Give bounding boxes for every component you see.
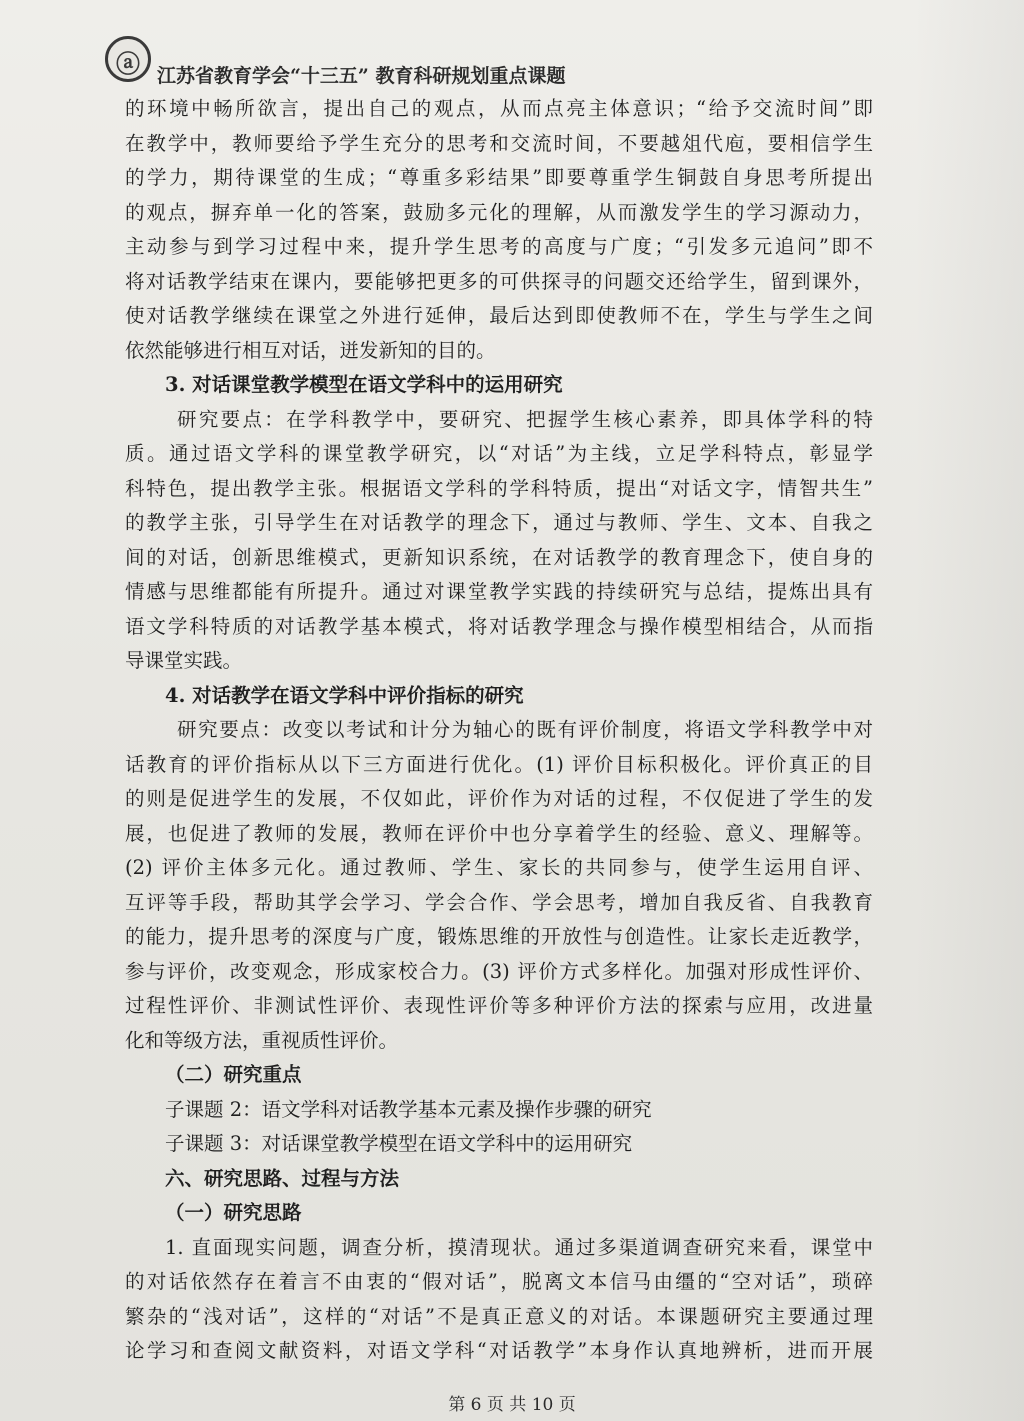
text-line: 互评等手段，帮助其学会学习、学会合作、学会思考，增加自我反省、自我教育 [125,890,873,914]
text-line: 化和等级方法，重视质性评价。 [125,1028,399,1052]
subtopic-line: 子课题 2：语文学科对话教学基本元素及操作步骤的研究 [165,1097,652,1121]
text-line: 的教学主张，引导学生在对话教学的理念下，通过与教师、学生、文本、自我之 [125,511,873,534]
text-line: 导课堂实践。 [125,649,243,672]
header-title: 江苏省教育学会“十三五” 教育科研规划重点课题 [157,65,566,87]
page-footer: 第 6 页 共 10 页 [448,1395,576,1415]
page-shading [914,0,1024,1421]
section-heading: 3. 对话课堂教学模型在语文学科中的运用研究 [165,373,563,396]
text-line: 的环境中畅所欲言，提出自己的观点，从而点亮主体意识；“给予交流时间”即 [125,97,873,120]
text-line: 参与评价，改变观念，形成家校合力。(3) 评价方式多样化。加强对形成性评价、 [125,959,873,983]
text-line: 1. 直面现实问题，调查分析，摸清现状。通过多渠道调查研究来看，课堂中 [165,1235,873,1259]
text-line: 在教学中，教师要给予学生充分的思考和交流时间，不要越俎代庖，要相信学生 [125,131,873,155]
text-line: 的对话依然存在着言不由衷的“假对话”，脱离文本信马由缰的“空对话”，琐碎 [125,1270,873,1293]
text-line: 研究要点：改变以考试和计分为轴心的既有评价制度，将语文学科教学中对 [177,718,873,741]
text-line: 的观点，摒弃单一化的答案，鼓励多元化的理解，从而激发学生的学习源动力， [125,200,873,224]
text-line: 间的对话，创新思维模式，更新知识系统，在对话教学的教育理念下，使自身的 [125,545,873,569]
text-line: 的则是促进学生的发展，不仅如此，评价作为对话的过程，不仅促进了学生的发 [125,787,873,810]
text-line: 将对话教学结束在课内，要能够把更多的可供探寻的问题交还给学生，留到课外， [125,269,873,293]
text-line: 过程性评价、非测试性评价、表现性评价等多种评价方法的探索与应用，改进量 [125,994,873,1017]
text-line: 依然能够进行相互对话，迸发新知的目的。 [125,338,496,362]
text-line: (2) 评价主体多元化。通过教师、学生、家长的共同参与，使学生运用自评、 [125,856,873,879]
body-text [125,92,873,1369]
text-line: 语文学科特质的对话教学基本模式，将对话教学理念与操作模型相结合，从而指 [125,614,873,638]
text-line: 繁杂的“浅对话”，这样的“对话”不是真正意义的对话。本课题研究主要通过理 [125,1304,873,1328]
page-header [105,36,705,86]
text-line: 的学力，期待课堂的生成；“尊重多彩结果”即要尊重学生铜鼓自身思考所提出 [125,166,873,189]
text-line: 情感与思维都能有所提升。通过对课堂教学实践的持续研究与总结，提炼出具有 [125,580,873,603]
section-heading: （一）研究思路 [165,1201,302,1224]
text-line: 研究要点：在学科教学中，要研究、把握学生核心素养，即具体学科的特 [177,407,873,431]
section-heading: 4. 对话教学在语文学科中评价指标的研究 [165,683,524,707]
text-line: 主动参与到学习过程中来，提升学生思考的高度与广度；“引发多元追问”即不 [125,235,873,258]
text-line: 话教育的评价指标从以下三方面进行优化。(1) 评价目标积极化。评价真正的目 [125,752,873,776]
section-heading: （二）研究重点 [165,1063,302,1086]
text-line: 科特色，提出教学主张。根据语文学科的学科特质，提出“对话文字，情智共生” [125,476,873,500]
text-line: 质。通过语文学科的课堂教学研究，以“对话”为主线，立足学科特点，彰显学 [125,442,873,465]
subtopic-line: 子课题 3：对话课堂教学模型在语文学科中的运用研究 [165,1132,633,1155]
text-line: 使对话教学继续在课堂之外进行延伸，最后达到即使教师不在，学生与学生之间 [125,304,873,327]
text-line: 的能力，提升思考的深度与广度，锻炼思维的开放性与创造性。让家长走近教学， [125,925,873,948]
association-logo-icon: ⓐ [105,36,151,82]
text-line: 论学习和查阅文献资料，对语文学科“对话教学”本身作认真地辨析，进而开展 [125,1339,873,1362]
section-heading: 六、研究思路、过程与方法 [165,1166,400,1190]
text-line: 展，也促进了教师的发展，教师在评价中也分享着学生的经验、意义、理解等。 [125,821,873,845]
